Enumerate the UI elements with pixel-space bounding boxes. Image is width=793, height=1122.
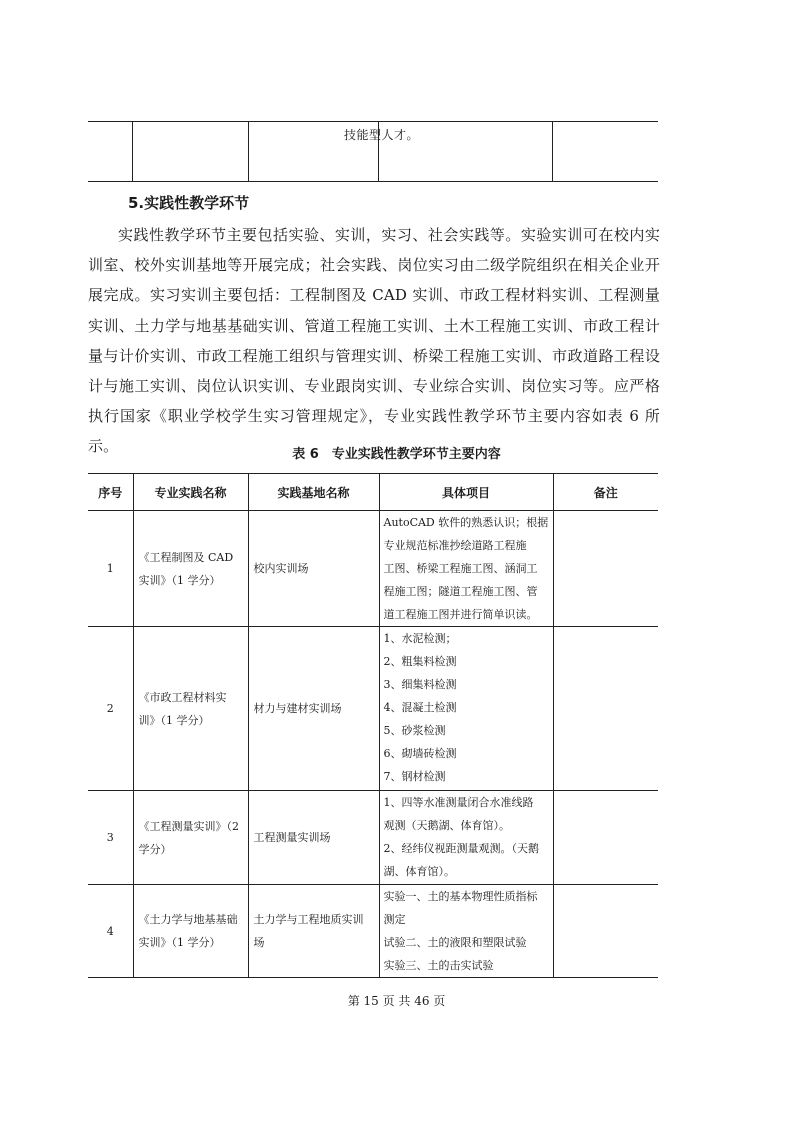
table-body bbox=[88, 511, 658, 978]
item-line: 实验三、土的击实试验 bbox=[383, 959, 494, 972]
items-cell bbox=[379, 627, 553, 791]
item-line: 工图、桥梁工程施工图、涵洞工 bbox=[383, 562, 538, 575]
item-line: 湖、体育馆）。 bbox=[383, 865, 455, 878]
page-footer: 第 15 页 共 46 页 bbox=[347, 994, 446, 1008]
note-cell bbox=[553, 885, 658, 978]
practice-name: 《工程测量实训》（2 学分） bbox=[133, 791, 248, 885]
item-line: AutoCAD 软件的熟悉认识；根据 bbox=[383, 516, 549, 529]
table-row bbox=[88, 791, 658, 885]
header-base-name: 实践基地名称 bbox=[248, 474, 379, 511]
item-line: 3、细集料检测 bbox=[383, 678, 457, 691]
continued-table bbox=[88, 121, 658, 182]
practice-table bbox=[88, 473, 658, 978]
item-line: 程施工图；隧道工程施工图、管 bbox=[383, 585, 538, 598]
item-line: 实验一、土的基本物理性质指标 bbox=[383, 890, 538, 903]
items-cell bbox=[379, 885, 553, 978]
table-row bbox=[88, 885, 658, 978]
item-line: 专业规范标准抄绘道路工程施 bbox=[383, 539, 527, 552]
item-line: 6、砌墙砖检测 bbox=[383, 747, 457, 760]
practice-name: 《工程制图及 CAD 实训》（1 学分） bbox=[133, 511, 248, 627]
item-line: 1、四等水准测量闭合水准线路 bbox=[383, 796, 534, 809]
section-paragraph: 实践性教学环节主要包括实验、实训，实习、社会实践等。实验实训可在校内实训室、校外实训基地等开展完成；社会实践、岗位实习由二级学院组织在相关企业开展完成。实习实训主要包括：工程制图及 CAD 实训、市政工程材料实训、工程测量实训、土力学与地基基础实训、管道工程施工实训、土木工程施工实训、市政工程计量与计价实训、市政工程施工组织与管理实训、桥梁工程施工实训、市政道路工程设计与施工实训、岗位认识实训、专业跟岗实训、专业综合实训、岗位实习等。应严格执行国家《职业学校学生实习管理规定》，专业实践性教学环节主要内容如表 6 所示。 bbox=[88, 226, 660, 456]
practice-name: 《市政工程材料实训》（1 学分） bbox=[133, 627, 248, 791]
item-line: 测定 bbox=[383, 913, 406, 926]
row-number: 1 bbox=[88, 511, 133, 627]
table-divider bbox=[132, 122, 133, 181]
item-line: 观测（天鹅湖、体育馆）。 bbox=[383, 819, 510, 832]
item-line: 2、经纬仪视距测量观测。（天鹅 bbox=[383, 842, 539, 855]
row-number: 4 bbox=[88, 885, 133, 978]
section-heading: 5.实践性教学环节 bbox=[128, 194, 250, 212]
table-caption: 表 6 专业实践性教学环节主要内容 bbox=[292, 447, 501, 462]
items-cell bbox=[379, 791, 553, 885]
note-cell bbox=[553, 511, 658, 627]
item-line: 1、水泥检测； bbox=[383, 632, 457, 645]
base-name: 土力学与工程地质实训场 bbox=[248, 885, 379, 978]
items-cell bbox=[379, 511, 553, 627]
practice-name: 《土力学与地基基础实训》（1 学分） bbox=[133, 885, 248, 978]
base-name: 工程测量实训场 bbox=[248, 791, 379, 885]
continued-cell-text: 技能型人才。 bbox=[344, 128, 420, 142]
item-line: 7、钢材检测 bbox=[383, 770, 446, 783]
row-number: 2 bbox=[88, 627, 133, 791]
item-line: 2、粗集料检测 bbox=[383, 655, 457, 668]
item-line: 道工程施工图并进行简单识读。 bbox=[383, 608, 538, 621]
row-number: 3 bbox=[88, 791, 133, 885]
item-line: 4、混凝土检测 bbox=[383, 701, 457, 714]
table-row bbox=[88, 511, 658, 627]
item-line: 试验二、土的液限和塑限试验 bbox=[383, 936, 527, 949]
table-divider bbox=[552, 122, 553, 181]
table-row bbox=[88, 627, 658, 791]
note-cell bbox=[553, 791, 658, 885]
item-line: 5、砂浆检测 bbox=[383, 724, 446, 737]
base-name: 校内实训场 bbox=[248, 511, 379, 627]
base-name: 材力与建材实训场 bbox=[248, 627, 379, 791]
header-items: 具体项目 bbox=[379, 474, 553, 511]
header-no: 序号 bbox=[88, 474, 133, 511]
header-note: 备注 bbox=[553, 474, 658, 511]
table-divider bbox=[248, 122, 249, 181]
table-header-row bbox=[88, 474, 658, 511]
note-cell bbox=[553, 627, 658, 791]
header-practice-name: 专业实践名称 bbox=[133, 474, 248, 511]
